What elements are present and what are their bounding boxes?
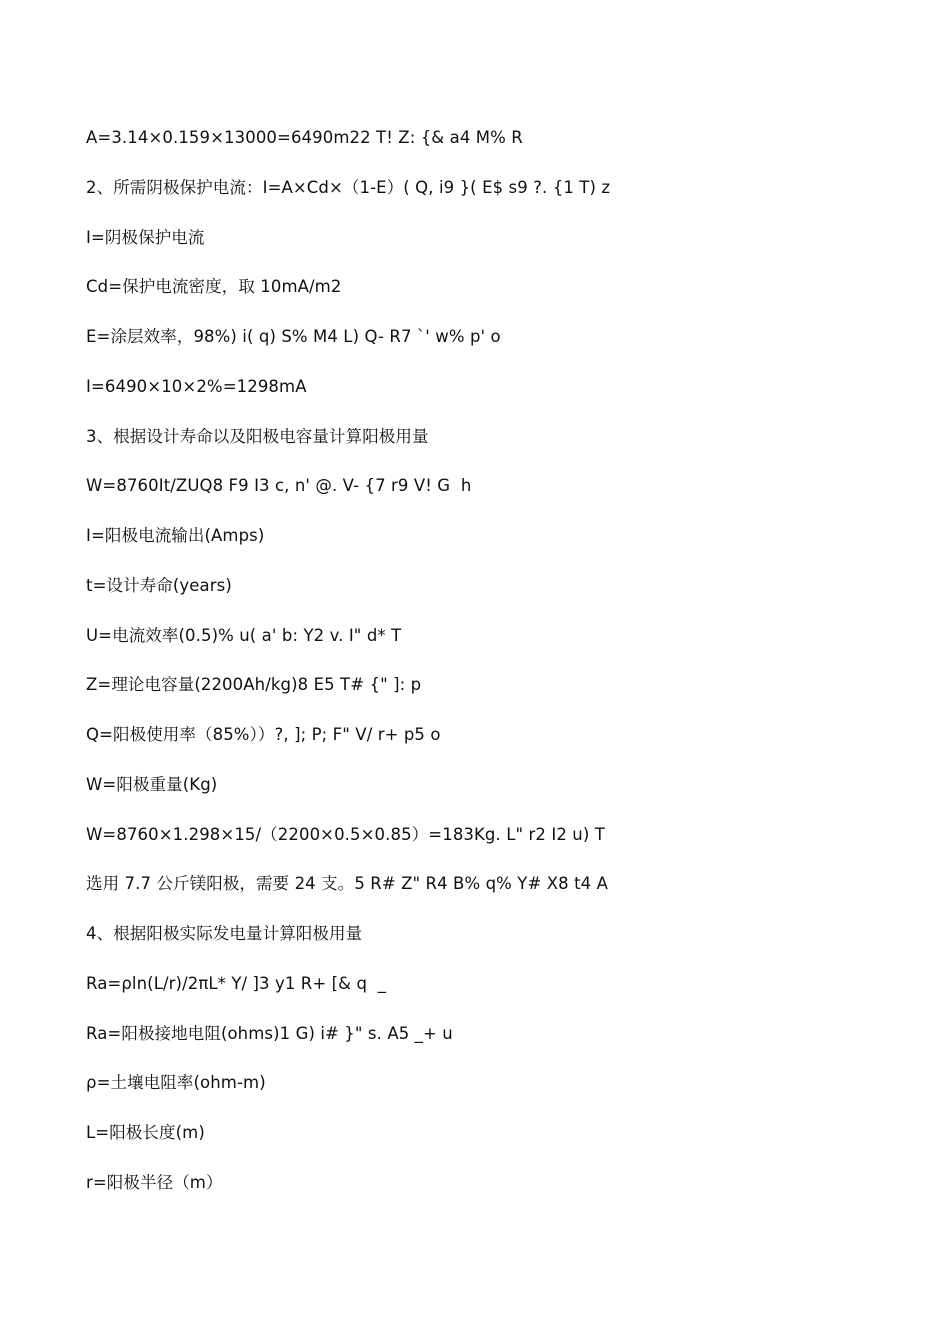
doc-line-weight-formula: W=8760It/ZUQ8 F9 I3 c, n' @. V- {7 r9 V! G h — [86, 476, 472, 496]
doc-line-resistance-formula: Ra=ρln(L/r)/2πL* Y/ ]3 y1 R+ [& q _ — [86, 973, 387, 993]
doc-line-def-r: r=阳极半径（m） — [86, 1172, 223, 1192]
doc-line-def-ra: Ra=阳极接地电阻(ohms)1 G) i# }" s. A5 _+ u — [86, 1023, 453, 1043]
doc-line-current-calc: I=6490×10×2%=1298mA — [86, 376, 307, 396]
doc-line-required-current: 2、所需阴极保护电流：I=A×Cd×（1-E）( Q, i9 }( E$ s9 ?. {1 T) z — [86, 177, 611, 197]
doc-line-weight-calc: W=8760×1.298×15/（2200×0.5×0.85）=183Kg. L" r2 I2 u) T — [86, 824, 605, 844]
doc-line-def-z: Z=理论电容量(2200Ah/kg)8 E5 T# {" ]: p — [86, 675, 422, 695]
doc-line-def-q: Q=阳极使用率（85%））?, ]; P; F" V/ r+ p5 o — [86, 725, 441, 744]
doc-line-def-cd: Cd=保护电流密度，取 10mA/m2 — [86, 277, 342, 297]
document-body — [86, 125, 886, 1220]
doc-line-def-l: L=阳极长度(m) — [86, 1123, 205, 1142]
doc-line-def-i: I=阴极保护电流 — [86, 227, 205, 247]
doc-line-selection: 选用 7.7 公斤镁阳极，需要 24 支。5 R# Z" R4 B% q% Y# X8 t4 A — [86, 874, 608, 894]
doc-line-def-anode-current: I=阳极电流输出(Amps) — [86, 526, 265, 545]
doc-line-section-4-heading: 4、根据阳极实际发电量计算阳极用量 — [86, 924, 363, 943]
doc-line-section-3-heading: 3、根据设计寿命以及阳极电容量计算阳极用量 — [86, 426, 429, 446]
doc-line-def-t: t=设计寿命(years) — [86, 575, 232, 595]
doc-line-def-rho: ρ=土壤电阻率(ohm-m) — [86, 1073, 266, 1093]
doc-line-def-w: W=阳极重量(Kg) — [86, 774, 218, 794]
doc-line-area-calc: A=3.14×0.159×13000=6490m22 T! Z: {& a4 M% R — [86, 128, 523, 147]
doc-line-def-u: U=电流效率(0.5)% u( a' b: Y2 v. I" d* T — [86, 625, 402, 645]
doc-line-def-e: E=涂层效率，98%) i( q) S% M4 L) Q- R7 `' w% p' o — [86, 327, 501, 346]
